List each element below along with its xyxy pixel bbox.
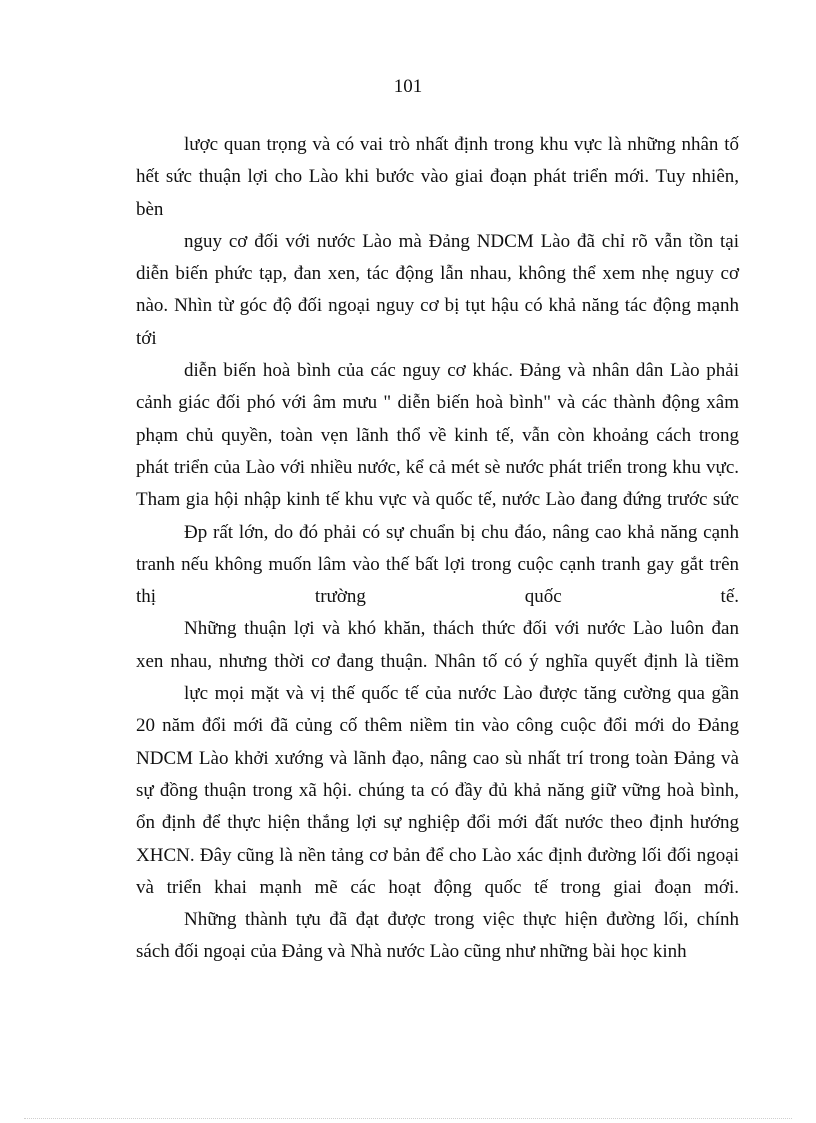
text-line: Những thành tựu đã đạt được trong việc thực hiện đường lối, chính	[184, 909, 739, 931]
text-line: cảnh giác đối phó với âm mưu " diễn biến hoà bình" và các thành động xâm	[136, 392, 739, 414]
text-line: phát triển của Lào với nhiều nước, kể cả mét sè nước phát triển trong khu vực.	[136, 456, 739, 478]
text-line: sự đồng thuận trong xã hội. chúng ta có đầy đủ khả năng giữ vững hoà bình,	[136, 779, 739, 801]
page-number: 101	[393, 76, 423, 97]
text-line: XHCN. Đây cũng là nền tảng cơ bản để cho Lào xác định đường lối đối ngoại	[136, 844, 739, 866]
text-line: lực mọi mặt và vị thế quốc tế của nước Lào được tăng cường qua gần	[184, 683, 739, 705]
text-line: nguy cơ đối với nước Lào mà Đảng NDCM Lào đã chỉ rõ vẫn tồn tại	[184, 230, 739, 252]
text-line: diễn biến hoà bình của các nguy cơ khác. Đảng và nhân dân Lào phải	[184, 360, 739, 382]
text-line: Tham gia hội nhập kinh tế khu vực và quốc tế, nước Lào đang đứng trước sức	[136, 489, 739, 511]
body-text	[136, 129, 739, 969]
text-line: lược quan trọng và có vai trò nhất định trong khu vực là những nhân tố	[184, 134, 739, 155]
text-line: bèn	[136, 198, 164, 220]
text-line: ổn định để thực hiện thắng lợi sự nghiệp đổi mới đất nước theo định hướng	[136, 812, 739, 834]
text-line: nào. Nhìn từ góc độ đối ngoại nguy cơ bị tụt hậu có khả năng tác động mạnh	[136, 295, 739, 317]
text-line: Những thuận lợi và khó khăn, thách thức đối với nước Lào luôn đan	[184, 618, 739, 640]
text-line: tranh nếu không muốn lâm vào thế bất lợi trong cuộc cạnh tranh gay gắt trên	[136, 553, 739, 575]
text-line: phạm chủ quyền, toàn vẹn lãnh thổ về kinh tế, vẫn còn khoảng cách trong	[136, 424, 739, 446]
text-line: sách đối ngoại của Đảng và Nhà nước Lào cũng như những bài học kinh	[136, 941, 687, 963]
text-line: NDCM Lào khởi xướng và lãnh đạo, nâng cao sù nhất trí trong toàn Đảng và	[136, 747, 739, 769]
text-line: diễn biến phức tạp, đan xen, tác động lẫn nhau, không thể xem nhẹ nguy cơ	[136, 263, 739, 285]
text-line: Đp rất lớn, do đó phải có sự chuẩn bị chu đáo, nâng cao khả năng cạnh	[184, 521, 739, 543]
text-line: tới	[136, 327, 157, 349]
text-line: xen nhau, nhưng thời cơ đang thuận. Nhân tố có ý nghĩa quyết định là tiềm	[136, 650, 739, 672]
text-line: hết sức thuận lợi cho Lào khi bước vào giai đoạn phát triển mới. Tuy nhiên,	[136, 166, 739, 188]
page-bottom-rule	[24, 1118, 792, 1119]
text-line: 20 năm đổi mới đã củng cố thêm niềm tin vào công cuộc đổi mới do Đảng	[136, 715, 739, 737]
text-line: và triển khai mạnh mẽ các hoạt động quốc tế trong giai đoạn mới.	[136, 876, 739, 898]
text-line: thị trường quốc tế.	[136, 586, 739, 608]
